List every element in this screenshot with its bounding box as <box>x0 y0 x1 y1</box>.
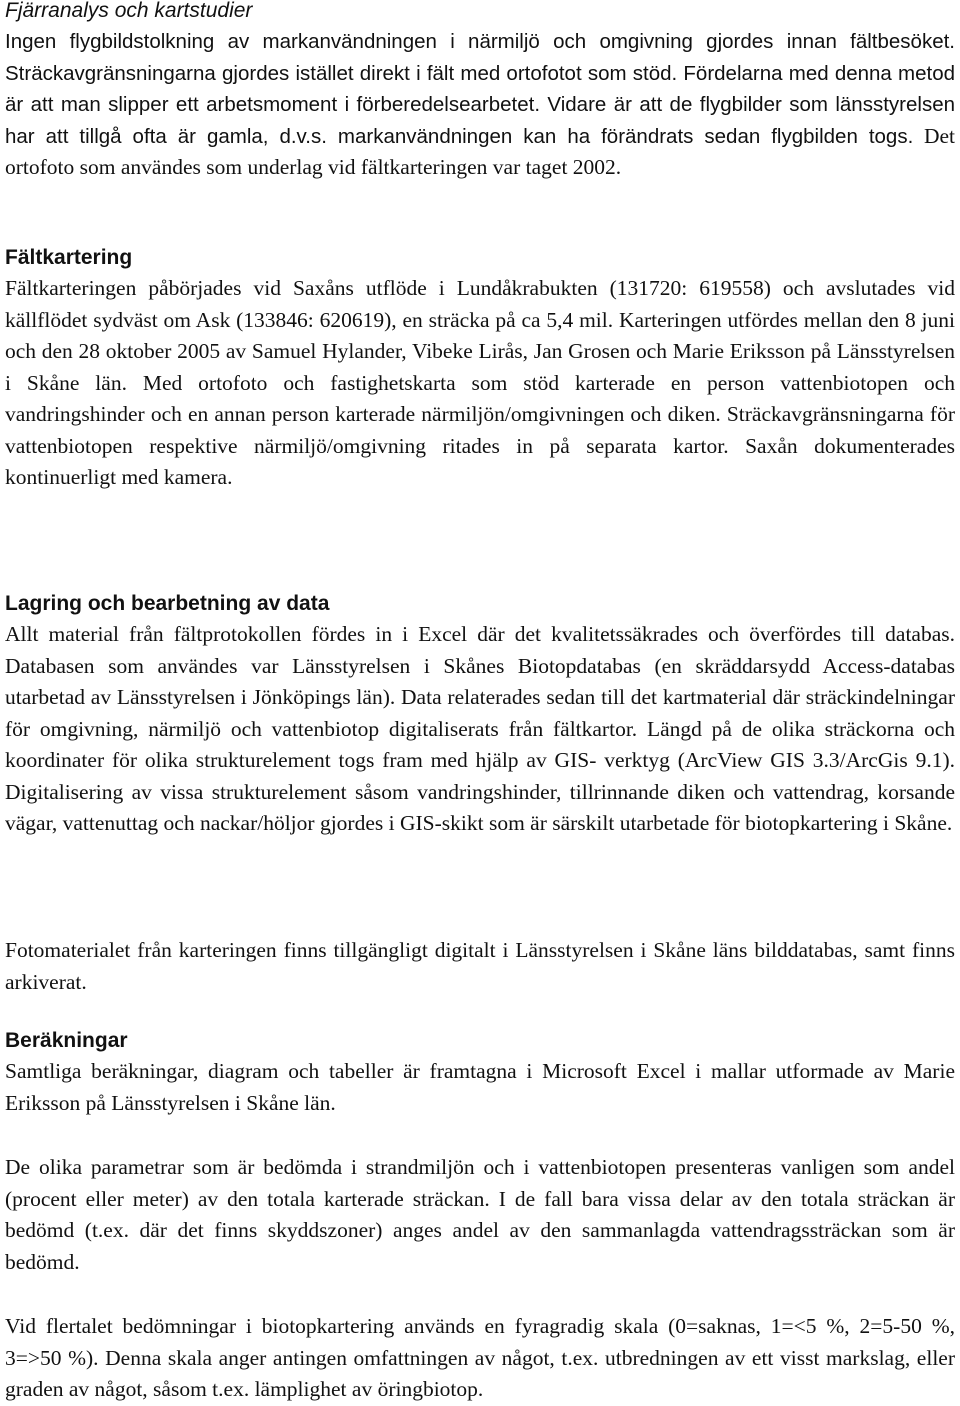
section-parameters <box>5 1152 955 1278</box>
heading-remote-sensing: Fjärranalys och kartstudier <box>5 0 253 22</box>
section-remote-sensing <box>5 0 955 184</box>
paragraph-calculations-3: Vid flertalet bedömningar i biotopkartering används en fyragradig skala (0=saknas, 1=<5 %, 2=5-50 %, 3=>50 %). Denna skala anger antingen omfattningen av något, t.ex. utbredningen av ett visst markslag, eller graden av något, såsom t.ex. lämplighet av öringbiotop. <box>5 1314 955 1401</box>
paragraph-field-mapping-part2: Karteringen utfördes mellan den 8 juni och den 28 oktober 2005 av Samuel Hylander, Vibeke Lirås, Jan Grosen och Marie Eriksson på Länsstyrelsen i Skåne län. Med ortofoto och fastighetskarta som stöd karterade en person vattenbiotopen och vandringshinder och en annan person karterade närmiljön/omgivningen och diken. Sträckavgränsningarna för vattenbiotopen respektive närmiljö/omgivning ritades in på separata kartor. Saxån dokumenterades kontinuerligt med kamera. <box>5 307 955 489</box>
heading-calculations: Beräkningar <box>5 1029 128 1052</box>
section-data-storage <box>5 589 955 840</box>
paragraph-photo-material: Fotomaterialet från karteringen finns tillgängligt digitalt i Länsstyrelsen i Skåne läns bilddatabas, samt finns arkiverat. <box>5 938 955 994</box>
paragraph-remote-sensing <box>5 26 955 184</box>
paragraph-data-storage: Allt material från fältprotokollen fördes in i Excel där det kvalitetssäkrades och överfördes till databas. Databasen som användes var Länsstyrelsen i Skånes Biotopdatabas (en skräddarsydd Access-databas utarbetad av Länsstyrelsen i Jönköpings län). Data relaterades sedan till det kartmaterial där sträckindelningar för omgivning, närmiljö och vattenbiotop digitaliserats från fältkartor. Längd på de olika sträckorna och koordinater för olika strukturelement togs fram med hjälp av GIS- verktyg (ArcView GIS 3.3/ArcGis 9.1). Digitalisering av vissa strukturelement såsom vandringshinder, tillrinnande diken och vattendrag, korsande vägar, vattenuttag och nackar/höljor gjordes i GIS-skikt som är särskilt utarbetade för biotopkartering i Skåne. <box>5 622 955 835</box>
section-field-mapping <box>5 243 955 494</box>
heading-field-mapping: Fältkartering <box>5 246 133 269</box>
paragraph-calculations-1: Samtliga beräkningar, diagram och tabeller är framtagna i Microsoft Excel i mallar utformade av Marie Eriksson på Länsstyrelsen i Skåne län. <box>5 1059 955 1115</box>
section-scale <box>5 1311 955 1406</box>
section-calculations <box>5 1026 955 1119</box>
paragraph-remote-sensing-part2: Det ortofoto som användes som underlag vid fältkarteringen var taget 2002. <box>5 123 955 179</box>
paragraph-field-mapping <box>5 273 955 494</box>
paragraph-calculations-2: De olika parametrar som är bedömda i strandmiljön och i vattenbiotopen presenteras vanligen som andel (procent eller meter) av den totala karterade sträckan. I de fall bara vissa delar av den totala sträckan är bedömd (t.ex. där det finns skyddszoner) anges andel av den sammanlagda vattendragssträckan som är bedömd. <box>5 1155 955 1274</box>
heading-data-storage: Lagring och bearbetning av data <box>5 592 330 615</box>
section-photo-material <box>5 935 955 998</box>
paragraph-remote-sensing-part1: Ingen flygbildstolkning av markanvändningen i närmiljö och omgivning gjordes innan fältbesöket. Sträckavgränsningarna gjordes istället direkt i fält med ortofotot som stöd. Fördelarna med denna metod är att man slipper ett arbetsmoment i förberedelsearbetet. Vidare är att de flygbilder som länsstyrelsen har att tillgå ofta är gamla, d.v.s. markanvändningen kan ha förändrats sedan flygbilden togs. <box>5 30 955 148</box>
paragraph-field-mapping-part1: Fältkarteringen påbörjades vid Saxåns utflöde i Lundåkrabukten (131720: 619558) och avslutades vid källflödet sydväst om Ask (133846: 620619), en sträcka på ca 5,4 mil. <box>5 276 955 332</box>
